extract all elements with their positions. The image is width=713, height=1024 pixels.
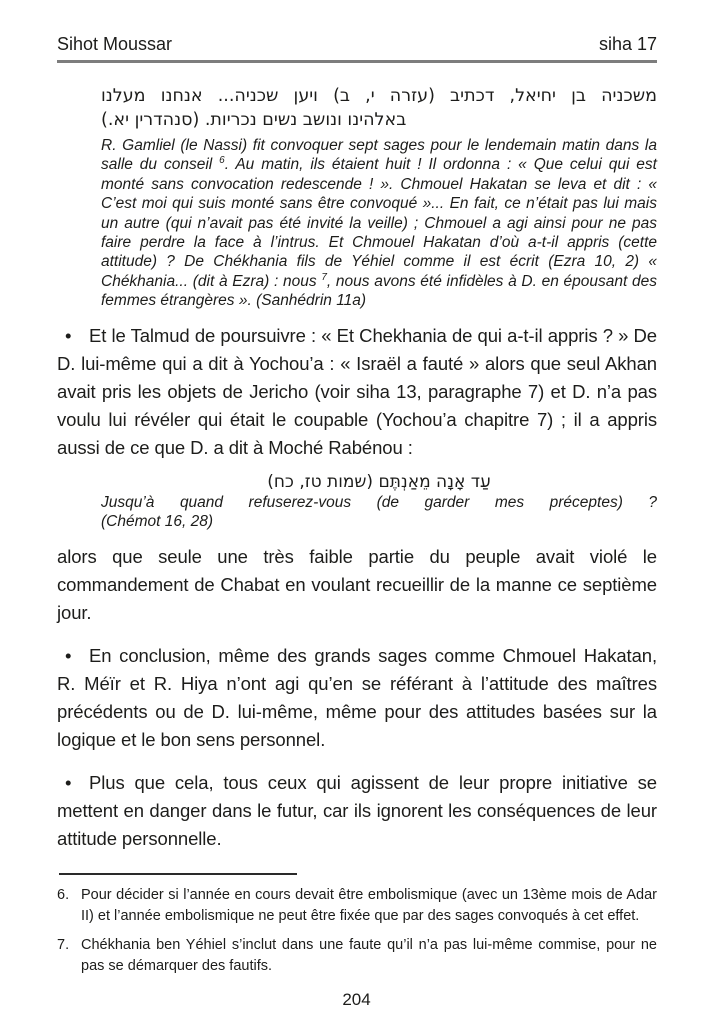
footnotes-section [57, 873, 657, 977]
paragraph-1-text: Et le Talmud de poursuivre : « Et Chekhania de qui a-t-il appris ? » De D. lui-même qui a dit à Yochou’a : « Israël a fauté » alors que seul Akhan avait pris les objets de Jericho (voir siha 13, paragraphe 7) et D. n’a pas voulu lui révéler qui était le coupable (Yochou’a chapitre 7) ; il a appris aussi de ce que D. a dit à Moché Rabénou : [57, 324, 657, 458]
bullet-icon: • [65, 645, 72, 667]
running-head [57, 34, 657, 63]
book-title: Sihot Moussar [57, 34, 173, 54]
bullet-icon: • [65, 772, 72, 794]
verse-block [101, 471, 657, 532]
paragraph-3-text: En conclusion, même des grands sages comme Chmouel Hakatan, R. Méïr et R. Hiya n’ont agi qu’en se référant à l’attitude des maîtres précédents ou de D. lui-même, même pour des attitudes basées sur la logique et le bon sens personnel. [57, 645, 657, 751]
footnote-reference-7: 7 [321, 271, 327, 283]
page-number: 204 [342, 990, 371, 1009]
footnote-6-number: 6. [57, 887, 70, 904]
bullet-paragraph-3 [57, 769, 657, 853]
footnote-6-text: Pour décider si l’année en cours devait être embolismique (avec un 13ème mois de Adar II) et l’année embolismique ne peut être fixée que par des sages convoqués à cet effet. [81, 887, 657, 925]
siha-number: siha 17 [598, 34, 657, 54]
bullet-paragraph-2 [57, 642, 657, 754]
verse-translation-source: (Chémot 16, 28) [101, 513, 213, 531]
translation-text-part-2: . Au matin, ils étaient huit ! Il ordonna : « Que celui qui est monté sans convocation redescende ! ». Chmouel Hakatan se leva et dit : « C’est moi qui suis monté sans être convoqué »... En fait, ce n’était pas lui mais un autre (qui n’avait pas été invité la veille) ; Chmouel a agi ainsi pour ne pas faire perdre la face à l’intrus. Et Chmouel Hakatan d’où a-t-il appris (cette attitude) ? De Chékhania fils de Yéhiel comme il est écrit (Ezra 10, 2) « Chékhania... (dit à Ezra) : nous [101, 156, 657, 290]
bullet-icon: • [65, 324, 72, 346]
paragraph-4-text: Plus que cela, tous ceux qui agissent de leur propre initiative se mettent en danger dans le futur, car ils ignorent les conséquences de leur attitude personnelle. [57, 772, 657, 850]
footnote-divider [59, 873, 297, 875]
bullet-paragraph-1 [57, 322, 657, 462]
talmud-quote-hebrew-line-1: משכניה בן יחיאל, דכתיב (עזרה י, ב) ויען שכניה... אנחנו מעלנו [101, 86, 657, 106]
footnote-6 [57, 885, 657, 927]
verse-translation-line-1: Jusqu’à quand refuserez-vous (de garder mes préceptes) ? [101, 493, 657, 511]
talmud-quote-hebrew [101, 84, 657, 132]
footnote-7 [57, 935, 657, 977]
talmud-quote-hebrew-line-2: באלהינו ונושב נשים נכריות. (סנהדרין יא.) [101, 110, 407, 130]
footnote-7-number: 7. [57, 937, 70, 954]
verse-hebrew: עַד אָנָה מֵאַנְתֶּם (שמות טז, כח) [267, 471, 491, 492]
translation-text-part-3: , nous avons été infidèles à D. en épousant des femmes étrangères ». (Sanhédrin 11a) [101, 272, 657, 310]
footnote-7-text: Chékhania ben Yéhiel s’inclut dans une faute qu’il n’a pas lui-même commise, pour ne pas se démarquer des fautifs. [81, 937, 657, 975]
translation-text-part-1: R. Gamliel (le Nassi) fit convoquer sept sages pour le lendemain matin dans la salle du conseil [101, 137, 657, 174]
talmud-quote-translation [101, 136, 657, 311]
paragraph-2: alors que seule une très faible partie du peuple avait violé le commandement de Chabat en voulant recueillir de la manne ce septième jour. [57, 546, 657, 624]
footnote-reference-6: 6 [219, 155, 225, 167]
